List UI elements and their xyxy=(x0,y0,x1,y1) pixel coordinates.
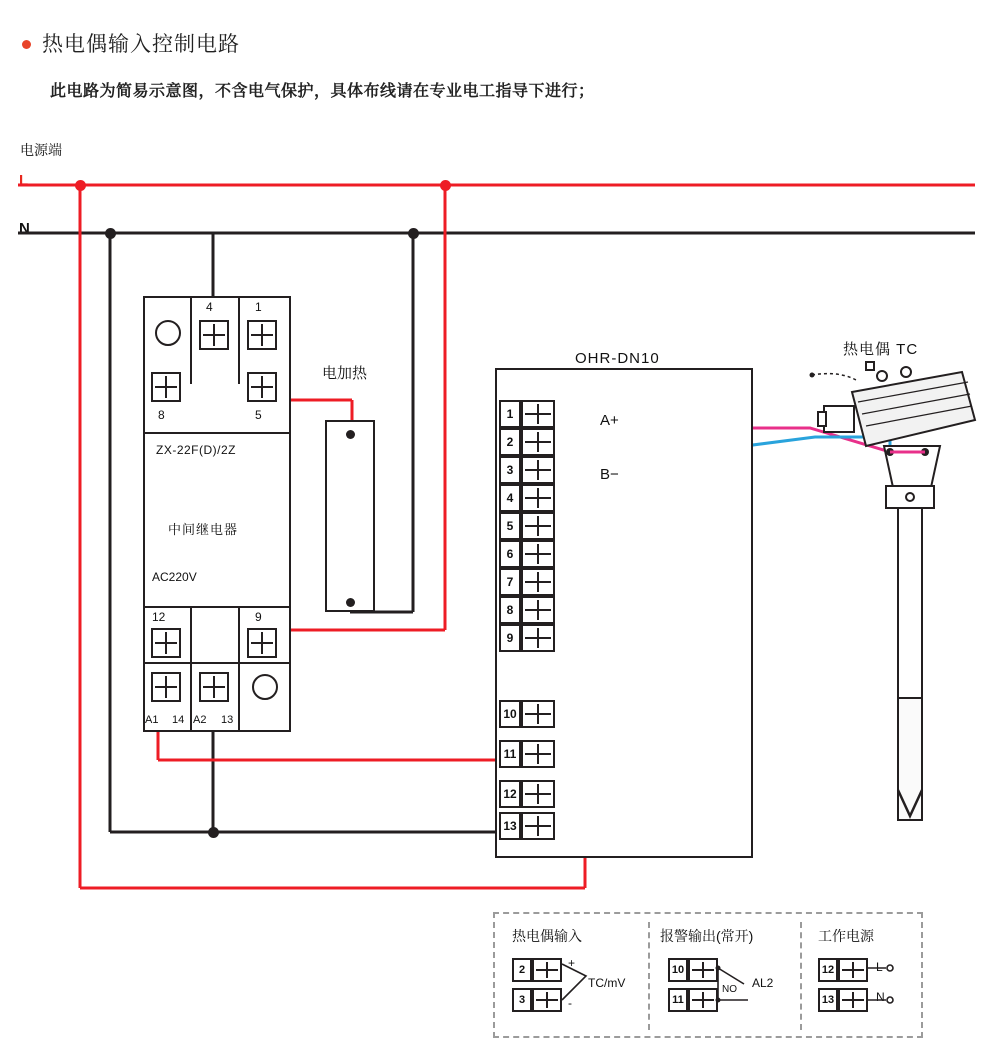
legend-screw-13 xyxy=(838,988,868,1012)
heater-body xyxy=(325,420,375,612)
device-terminal-row-7 xyxy=(499,568,559,596)
device-terminal-screw xyxy=(521,512,555,540)
legend-note-tcmv: TC/mV xyxy=(588,976,626,990)
relay-indicator-2 xyxy=(252,674,278,700)
legend-terminal-10: 10 xyxy=(668,958,688,982)
relay-divider-low xyxy=(143,606,291,608)
relay-vline-5 xyxy=(190,662,192,732)
legend-terminal-13: 13 xyxy=(818,988,838,1012)
signal-positive-label: A+ xyxy=(600,412,619,429)
device-terminal-row-10 xyxy=(499,700,559,728)
legend-terminal-2: 2 xyxy=(512,958,532,982)
legend-divider-2 xyxy=(800,922,802,1030)
relay-terminal-13-label: 13 xyxy=(221,714,234,726)
relay-vline-4 xyxy=(238,606,240,662)
relay-body xyxy=(143,296,291,732)
relay-terminal-5-label: 5 xyxy=(255,408,262,422)
relay-screw-9 xyxy=(247,628,277,658)
page-subtitle: 此电路为简易示意图，不含电气保护，具体布线请在专业电工指导下进行； xyxy=(50,83,595,100)
legend-mark-minus: - xyxy=(568,996,572,1010)
relay-divider-coil xyxy=(143,662,291,664)
relay-terminal-4-label: 4 xyxy=(206,300,213,314)
legend-note-al2: AL2 xyxy=(752,976,774,990)
relay-vline-3 xyxy=(190,606,192,662)
legend-screw-3 xyxy=(532,988,562,1012)
device-terminal-number: 6 xyxy=(499,540,521,568)
relay-model-label: ZX-22F(D)/2Z xyxy=(156,443,237,457)
device-terminal-screw xyxy=(521,740,555,768)
device-terminal-number: 8 xyxy=(499,596,521,624)
page-title: 热电偶输入控制电路 xyxy=(42,33,240,56)
junction-dot-n3 xyxy=(208,827,219,838)
device-terminal-row-5 xyxy=(499,512,559,540)
device-terminal-screw xyxy=(521,624,555,652)
legend-mark-n: N xyxy=(876,990,885,1004)
heater-terminal-bottom xyxy=(346,598,355,607)
heater-terminal-top xyxy=(346,430,355,439)
relay-screw-a1 xyxy=(151,672,181,702)
device-terminal-screw xyxy=(521,700,555,728)
junction-dot-n1 xyxy=(105,228,116,239)
bullet-icon xyxy=(22,40,31,49)
device-terminal-number: 12 xyxy=(499,780,521,808)
device-terminal-screw xyxy=(521,428,555,456)
legend-terminal-3: 3 xyxy=(512,988,532,1012)
legend-divider-1 xyxy=(648,922,650,1030)
relay-voltage-label: AC220V xyxy=(152,570,197,584)
legend-screw-2 xyxy=(532,958,562,982)
junction-dot-l1 xyxy=(75,180,86,191)
device-terminal-number: 7 xyxy=(499,568,521,596)
relay-terminal-9-label: 9 xyxy=(255,610,262,624)
relay-terminal-8-label: 8 xyxy=(158,408,165,422)
device-terminal-number: 5 xyxy=(499,512,521,540)
relay-vline-1 xyxy=(190,296,192,384)
device-terminal-screw xyxy=(521,596,555,624)
device-terminal-row-3 xyxy=(499,456,559,484)
device-terminal-row-8 xyxy=(499,596,559,624)
relay-terminal-14-label: 14 xyxy=(172,714,185,726)
device-terminal-row-1 xyxy=(499,400,559,428)
device-terminal-number: 9 xyxy=(499,624,521,652)
legend-mark-plus: + xyxy=(568,956,576,970)
relay-terminal-a2-label: A2 xyxy=(193,714,207,726)
heater-label: 电加热 xyxy=(322,365,368,382)
relay-screw-a2 xyxy=(199,672,229,702)
relay-divider-top xyxy=(143,296,291,298)
relay-screw-5 xyxy=(247,372,277,402)
legend-title-power: 工作电源 xyxy=(818,928,874,944)
device-terminal-number: 13 xyxy=(499,812,521,840)
device-terminal-number: 4 xyxy=(499,484,521,512)
legend-screw-10 xyxy=(688,958,718,982)
relay-terminal-1-label: 1 xyxy=(255,300,262,314)
junction-dot-n2 xyxy=(408,228,419,239)
power-source-label: 电源端 xyxy=(20,142,62,158)
device-terminal-screw xyxy=(521,568,555,596)
device-terminal-row-11 xyxy=(499,740,559,768)
relay-screw-4 xyxy=(199,320,229,350)
legend-mark-no: NO xyxy=(722,984,737,995)
relay-vline-6 xyxy=(238,662,240,732)
relay-indicator xyxy=(155,320,181,346)
relay-vline-2 xyxy=(238,296,240,384)
relay-screw-12 xyxy=(151,628,181,658)
line-label-l: L xyxy=(19,172,29,189)
device-terminal-screw xyxy=(521,780,555,808)
device-terminal-row-12 xyxy=(499,780,559,808)
line-label-n: N xyxy=(19,220,30,237)
device-terminal-screw xyxy=(521,812,555,840)
device-terminal-screw xyxy=(521,456,555,484)
legend-screw-11 xyxy=(688,988,718,1012)
relay-divider-mid xyxy=(143,432,291,434)
legend-terminal-12: 12 xyxy=(818,958,838,982)
relay-screw-8 xyxy=(151,372,181,402)
device-terminal-row-6 xyxy=(499,540,559,568)
device-terminal-row-2 xyxy=(499,428,559,456)
device-terminal-number: 2 xyxy=(499,428,521,456)
device-model-label: OHR-DN10 xyxy=(575,350,660,367)
relay-screw-1 xyxy=(247,320,277,350)
legend-screw-12 xyxy=(838,958,868,982)
signal-negative-label: B− xyxy=(600,466,619,483)
device-terminal-number: 10 xyxy=(499,700,521,728)
device-terminal-screw xyxy=(521,484,555,512)
legend-mark-l: L xyxy=(876,960,883,974)
relay-terminal-12-label: 12 xyxy=(152,610,166,624)
device-terminal-screw xyxy=(521,400,555,428)
thermocouple-label: 热电偶 TC xyxy=(843,341,919,358)
device-terminal-row-13 xyxy=(499,812,559,840)
device-terminal-row-4 xyxy=(499,484,559,512)
device-terminal-screw xyxy=(521,540,555,568)
legend-title-alarm: 报警输出(常开) xyxy=(660,928,754,944)
junction-dot-l2 xyxy=(440,180,451,191)
device-terminal-number: 1 xyxy=(499,400,521,428)
relay-terminal-a1-label: A1 xyxy=(145,714,159,726)
device-terminal-number: 11 xyxy=(499,740,521,768)
relay-name-label: 中间继电器 xyxy=(168,522,239,537)
device-terminal-number: 3 xyxy=(499,456,521,484)
legend-terminal-11: 11 xyxy=(668,988,688,1012)
legend-title-input: 热电偶输入 xyxy=(512,928,582,944)
device-terminal-row-9 xyxy=(499,624,559,652)
